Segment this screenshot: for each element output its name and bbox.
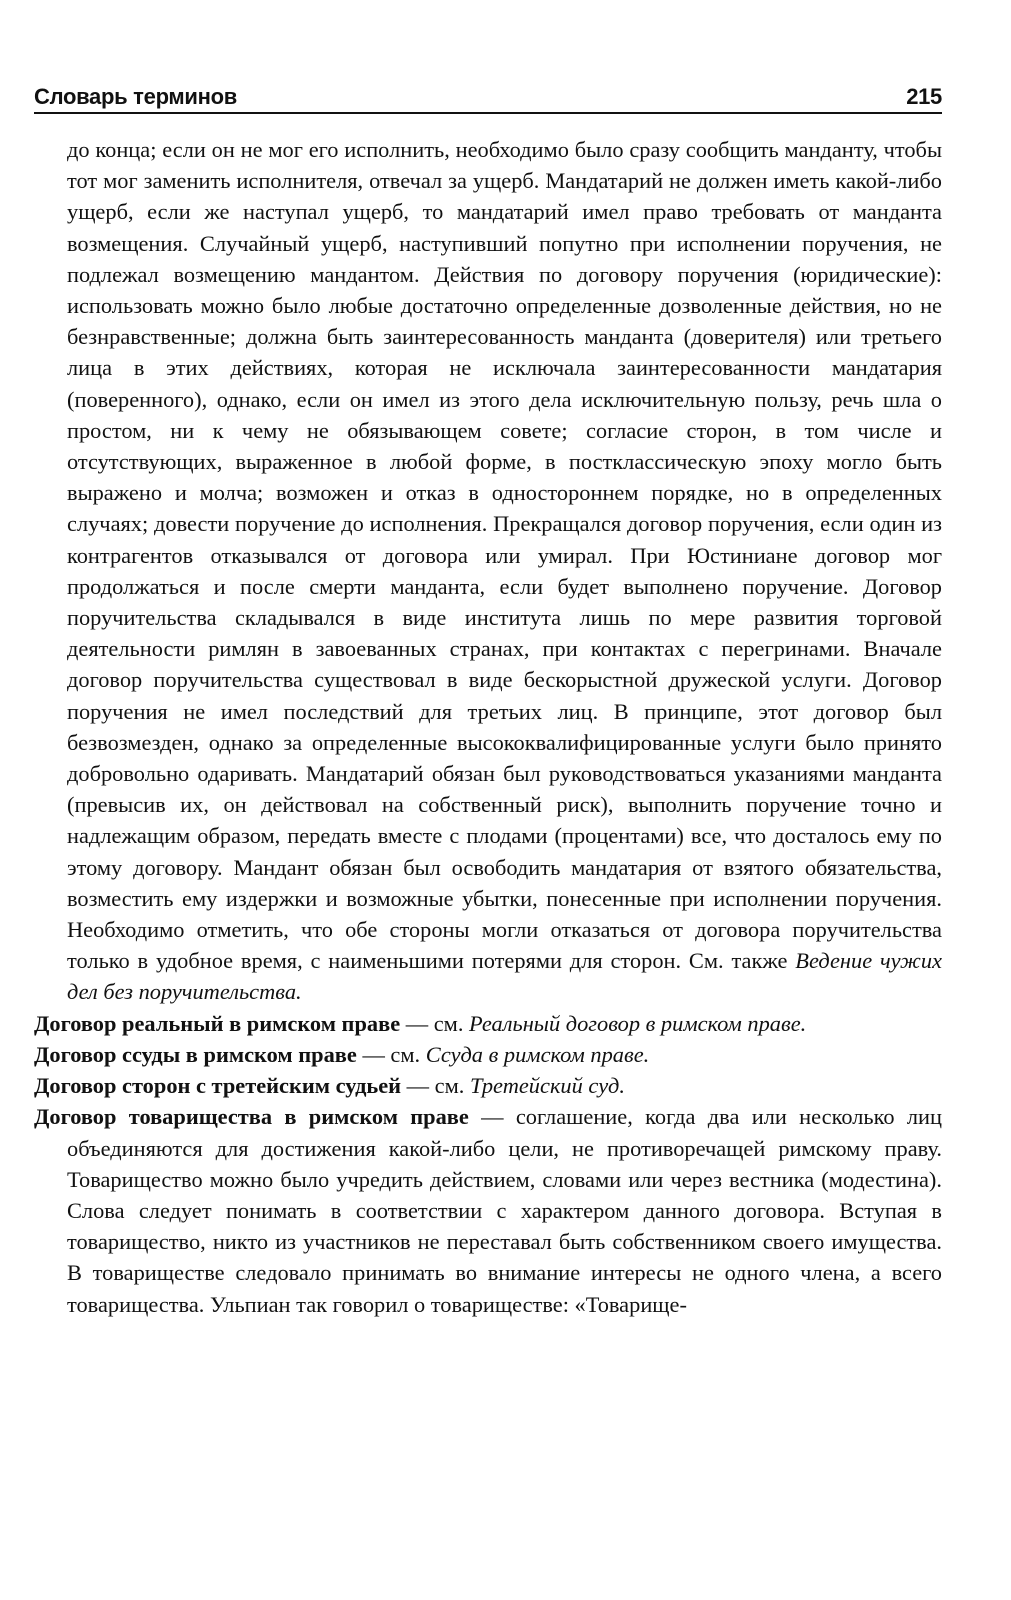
continued-body: до конца; если он не мог его исполнить, необходимо было сразу сообщить манданту, чтобы тот мог заменить исполнителя, отвечал за ущерб. Мандатарий не должен иметь какой-либо ущерб, если же наступал ущерб, то мандатарий имел право требовать от манданта возмещения. Случайный ущерб, наступивший попутно при исполнении поручения, не подлежал возмещению мандантом. Действия по договору поручения (юридические): использовать можно было любые достаточно определенные дозволенные действия, но не безнравственные; должна быть заинтересованность манданта (доверителя) или третьего лица в этих действиях, которая не исключала заинтересованности мандатария (поверенного), однако, если он имел из этого дела исключительную пользу, речь шла о простом, ни к чему не обязывающем совете; согласие сторон, в том числе и отсутствующих, выраженное в любой форме, в постклассическую эпоху могло быть выражено и молча; возможен и отказ в одностороннем порядке, но в определенных случаях; довести поручение до исполнения. Прекращался договор поручения, если один из контрагентов отказывался от договора или умирал. При Юстиниане договор мог продолжаться и после смерти манданта, если будет выполнено поручение. Договор поручительства складывался в виде института лишь по мере развития торговой деятельности римлян в завоеванных странах, при контактах с перегринами. Вначале договор поручительства существовал в виде бескорыстной дружеской услуги. Договор поручения не имел последствий для третьих лиц. В принципе, этот договор был безвозмезден, однако за определенные высококвалифицированные услуги было принято добровольно одаривать. Мандатарий обязан был руководствоваться указаниями манданта (превысив их, он действовал на собственный риск), выполнить поручение точно и надлежащим образом, передать вместе с плодами (процентами) все, что досталось ему по этому договору. Мандант обязан был освободить мандатария от взятого обязательства, возместить ему издержки и возможные убытки, понесенные при исполнении поручения. Необходимо отметить, что обе стороны могли отказаться от договора поручительства только в удобное время, с наименьшими потерями для сторон. См. также	[67, 137, 942, 974]
dictionary-entry	[34, 1039, 942, 1070]
book-page	[34, 78, 942, 1320]
entry-term: Договор реальный в римском праве	[34, 1010, 401, 1036]
entry-term: Договор товарищества в римском праве	[34, 1104, 469, 1130]
entry-dash: —	[468, 1104, 516, 1130]
continued-entry-text	[34, 134, 942, 1008]
section-title: Словарь терминов	[34, 84, 237, 109]
dictionary-entry	[34, 1101, 942, 1319]
dictionary-entry	[34, 1070, 942, 1101]
entry-reference: Третейский суд.	[469, 1073, 625, 1099]
running-header	[34, 78, 942, 114]
entry-term: Договор ссуды в римском праве	[34, 1041, 357, 1067]
page-number: 215	[906, 84, 942, 109]
entry-reference: Реальный договор в римском праве.	[469, 1010, 807, 1036]
entry-dash: — см.	[400, 1010, 470, 1036]
entry-reference: Ссуда в римском праве.	[425, 1041, 650, 1067]
page-content	[34, 134, 942, 1320]
see-also-reference: Ведение чужих дел без поручительства.	[67, 948, 942, 1005]
dictionary-entry	[34, 1008, 942, 1039]
entry-term: Договор сторон с третейским судьей	[34, 1073, 402, 1099]
entry-dash: — см.	[401, 1073, 470, 1099]
entry-dash: — см.	[356, 1041, 426, 1067]
entry-definition: соглашение, когда два или несколько лиц объединяются для достижения какой-либо цели, не противоречащей римскому праву. Товарищество можно было учредить действием, словами или через вестника (модестина). Слова следует понимать в соответствии с характером данного договора. Вступая в товарищество, никто из участников не переставал быть собственником своего имущества. В товариществе следовало принимать во внимание интересы не одного члена, а всего товарищества. Ульпиан так говорил о товариществе: «Товарище-	[67, 1104, 942, 1317]
